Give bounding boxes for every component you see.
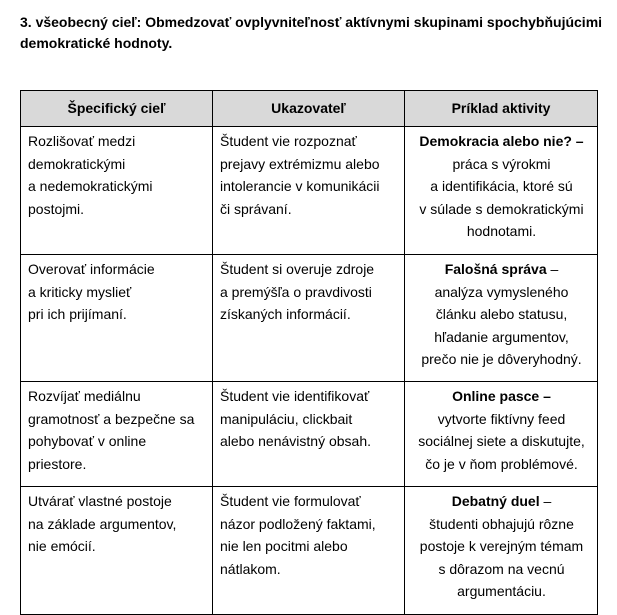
table-row: [21, 255, 598, 382]
activity-cell: Demokracia alebo nie? – práca s výrokmi a identifikácia, ktoré sú v súlade s demokratickými hodnotami.: [405, 127, 598, 255]
goals-table: [20, 90, 598, 615]
header-indicator: Ukazovateľ: [213, 91, 405, 127]
table-row: [21, 382, 598, 487]
goal-cell: Utvárať vlastné postoje na základe argumentov, nie emócií.: [21, 487, 213, 615]
indicator-cell: Študent vie formulovať názor podložený faktami, nie len pocitmi alebo nátlakom.: [213, 487, 405, 615]
activity-title: Demokracia alebo nie? –: [419, 133, 584, 149]
header-activity-example: Príklad aktivity: [405, 91, 598, 127]
heading-line: demokratické hodnoty.: [20, 35, 173, 51]
heading-line: 3. všeobecný cieľ: Obmedzovať ovplyvniteľnosť aktívnymi skupinami spochybňujúcimi: [20, 14, 603, 30]
activity-title: Online pasce –: [452, 388, 551, 404]
activity-title: Debatný duel: [451, 493, 540, 509]
activity-cell: Falošná správa – analýza vymysleného článku alebo statusu, hľadanie argumentov, prečo nie je dôveryhodný.: [405, 255, 598, 382]
activity-cell: Online pasce – vytvorte fiktívny feed sociálnej siete a diskutujte, čo je v ňom problémové.: [405, 382, 598, 487]
table-header-row: [21, 91, 598, 127]
indicator-cell: Študent si overuje zdroje a premýšľa o pravdivosti získaných informácií.: [213, 255, 405, 382]
goal-cell: Rozlišovať medzi demokratickými a nedemokratickými postojmi.: [21, 127, 213, 255]
activity-title: Falošná správa: [444, 261, 547, 277]
goal-cell: Overovať informácie a kriticky myslieť pri ich prijímaní.: [21, 255, 213, 382]
table-row: [21, 487, 598, 615]
goal-cell: Rozvíjať mediálnu gramotnosť a bezpečne sa pohybovať v online priestore.: [21, 382, 213, 487]
indicator-cell: Študent vie rozpoznať prejavy extrémizmu alebo intolerancie v komunikácii či správaní.: [213, 127, 405, 255]
header-specific-goal: Špecifický cieľ: [21, 91, 213, 127]
section-heading: [20, 12, 605, 54]
table-row: [21, 127, 598, 255]
indicator-cell: Študent vie identifikovať manipuláciu, clickbait alebo nenávistný obsah.: [213, 382, 405, 487]
activity-cell: Debatný duel – študenti obhajujú rôzne postoje k verejným témam s dôrazom na vecnú argumentáciu.: [405, 487, 598, 615]
